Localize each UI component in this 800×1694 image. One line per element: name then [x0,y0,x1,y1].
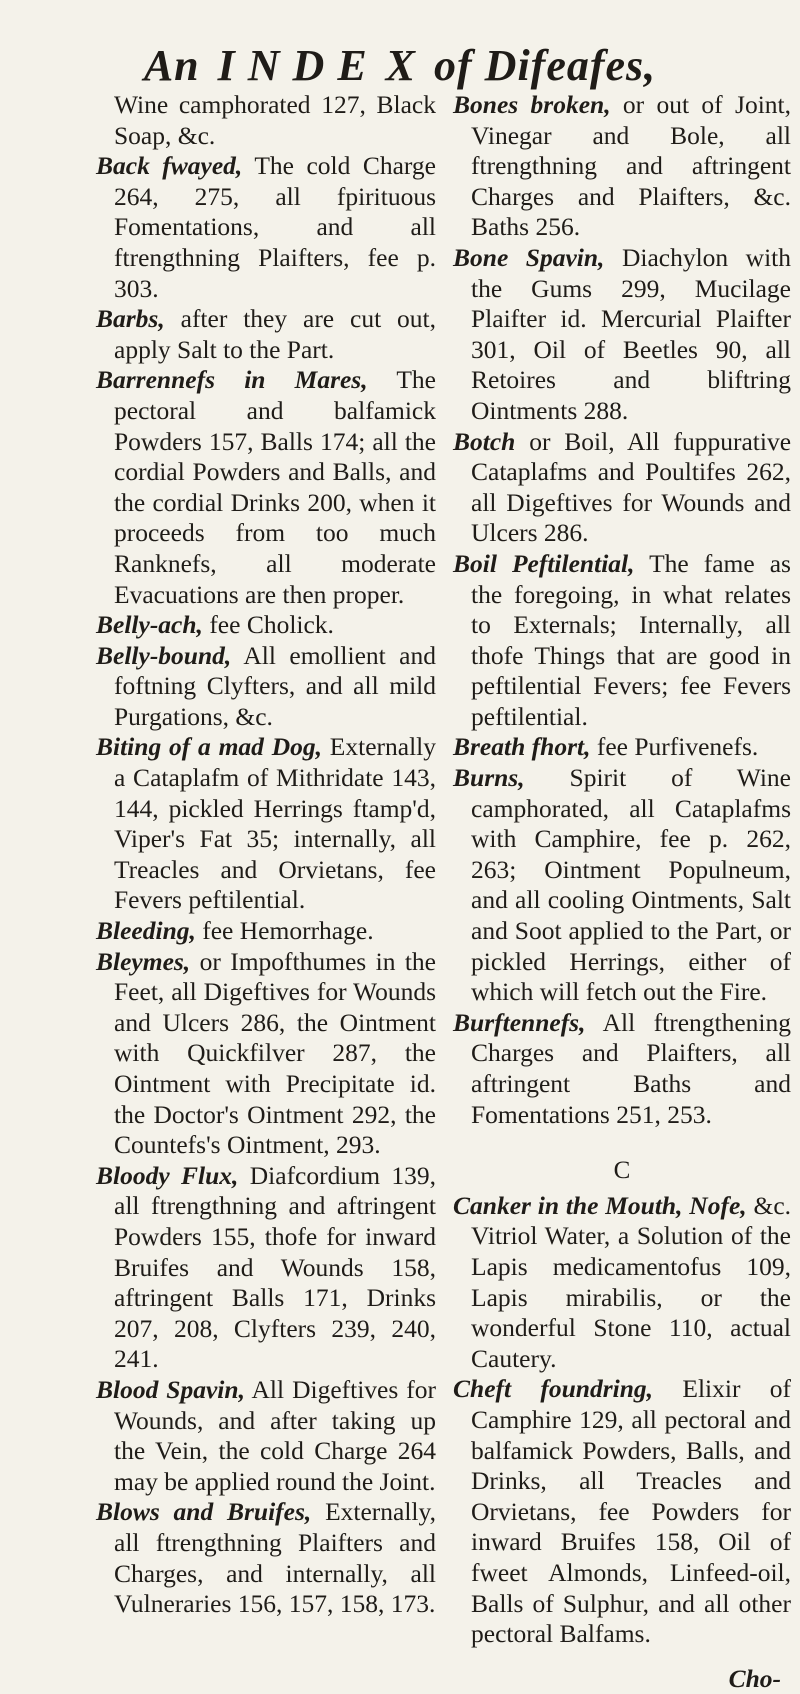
section-letter: C [613,1157,631,1185]
left-column [96,90,436,1620]
index-entry: Botch or Boil, All fuppurative Cataplafms and Poultifes 262, all Digeftives for Wounds and Ulcers 286. [453,426,792,548]
index-entry: Wine camphorated 127, Black Soap, &c. [114,90,436,150]
page-header [0,40,800,91]
index-entry: Boil Peftilential, The fame as the foregoing, in what relates to Externals; Internally, all thofe Things that are good in peftilential Fevers; fee Fevers peftilential. [453,548,791,731]
index-entry: Back fwayed, The cold Charge 264, 275, all fpirituous Fomentations, and all ftrengthning Plaifters, fee p. 303. [96,151,436,303]
index-entry: Belly-ach, fee Cholick. [96,610,334,640]
index-entry: Cheft foundring, Elixir of Camphire 129, all pectoral and balfamick Powders, Balls, and Drinks, all Treacles and Orvietans, fee Powders for inward Bruifes 158, Oil of fweet Almonds, Linfeed-oil, Balls of Sulphur, and all other pectoral Balfams. [453,1374,791,1649]
header-part-4: of Difeafes, [434,41,657,90]
index-entry: Biting of a mad Dog, Externally a Cataplafm of Mithridate 143, 144, pickled Herrings ftamp'd, Viper's Fat 35; internally, all Treacles and Orvietans, fee Fevers peftilential. [96,732,437,915]
index-entry: Bloody Flux, Diafcordium 139, all ftrengthning and aftringent Powders 155, thofe for inward Bruifes and Wounds 158, aftringent Balls 171, Drinks 207, 208, Clyfters 239, 240, 241. [96,1160,437,1374]
index-entry: Blows and Bruifes, Externally, all ftrengthning Plaifters and Charges, and internally, all Vulneraries 156, 157, 158, 173. [96,1497,436,1619]
header-part-3: X [385,41,417,90]
header-part-1: An [143,41,200,90]
index-entry: Burftennefs, All ftrengthening Charges and Plaifters, all aftringent Baths and Fomentations 251, 253. [453,1007,791,1129]
index-entry: Bleymes, or Impofthumes in the Feet, all Digeftives for Wounds and Ulcers 286, the Ointment with Quickfilver 287, the Ointment with Precipitate id. the Doctor's Ointment 292, the Countefs's Ointment, 293. [96,946,436,1160]
index-entry: Bones broken, or out of Joint, Vinegar and Bole, all ftrengthning and aftringent Charges and Plaifters, &c. Baths 256. [453,90,791,242]
index-entry: Burns, Spirit of Wine camphorated, all Cataplafms with Camphire, fee p. 262, 263; Ointment Populneum, and all cooling Ointments, Salt and Soot applied to the Part, or pickled Herrings, either of which will fetch out the Fire. [453,763,791,1007]
index-entry: Bone Spavin, Diachylon with the Gums 299, Mucilage Plaifter id. Mercurial Plaifter 301, Oil of Beetles 90, all Retoires and bliftring Ointments 288. [453,242,792,425]
catchword: Cho- [728,1663,781,1693]
index-entry: Bleeding, fee Hemorrhage. [96,916,374,946]
index-entry: Belly-bound, All emollient and foftning Clyfters, and all mild Purgations, &c. [96,640,436,731]
index-entry: Canker in the Mouth, Nofe, &c. Vitriol Water, a Solution of the Lapis medicamentofus 109, Lapis mirabilis, or the wonderful Stone 110, actual Cautery. [453,1190,792,1373]
header-part-2: I N D E [217,41,368,90]
right-column [453,90,791,1694]
index-entry: Breath fhort, fee Purfivenefs. [453,732,759,762]
index-entry: Barrennefs in Mares, The pectoral and balfamick Powders 157, Balls 174; all the cordial Powders and Balls, and the cordial Drinks 200, when it proceeds from too much Ranknefs, all moderate Evacuations are then proper. [96,365,436,609]
index-entry: Barbs, after they are cut out, apply Salt to the Part. [96,304,436,364]
index-entry: Blood Spavin, All Digeftives for Wounds, and after taking up the Vein, the cold Charge 264 may be applied round the Joint. [96,1374,436,1496]
